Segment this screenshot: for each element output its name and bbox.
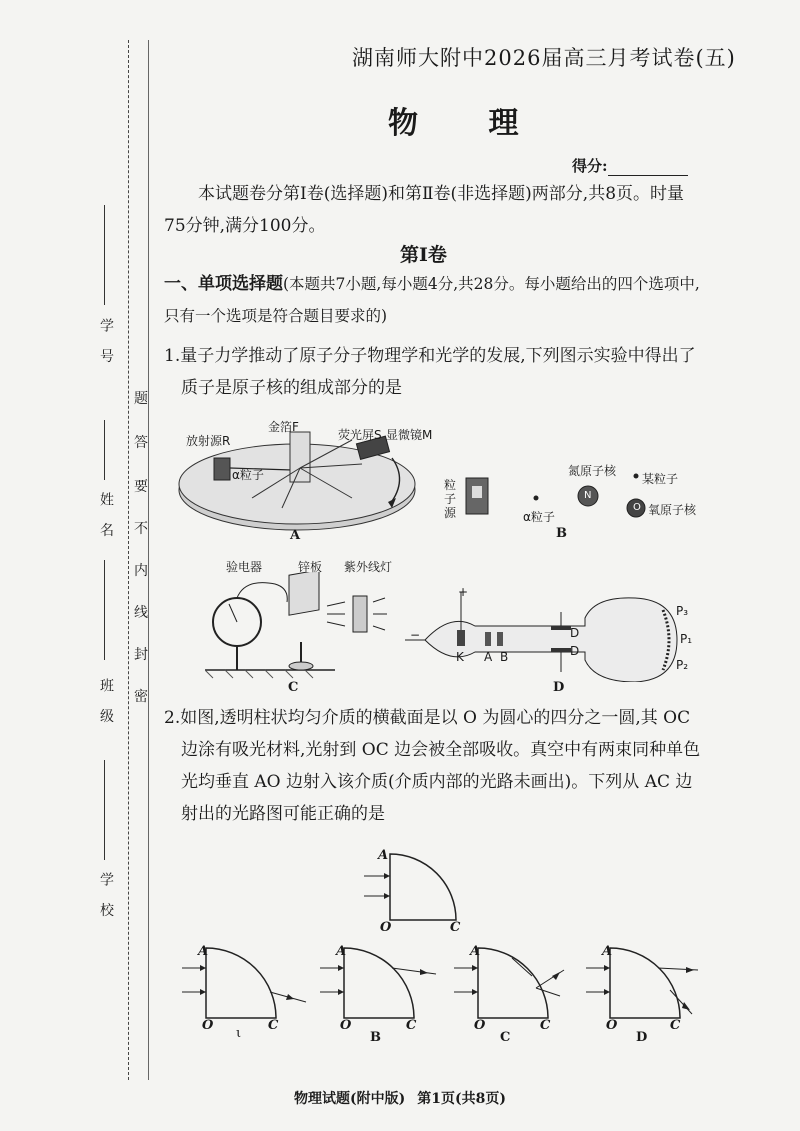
question-2 <box>164 702 704 830</box>
fig-a-alpha-label: α粒子 <box>232 468 264 482</box>
q2-main-o: O <box>380 920 392 935</box>
question-1 <box>164 340 704 404</box>
q2-d-pt-o: O <box>606 1018 618 1033</box>
fig-c-zinc-label: 锌板 <box>298 560 323 574</box>
fig-a-source-label: 放射源R <box>186 434 231 448</box>
fig-b-n-symbol: N <box>584 490 592 501</box>
subject-title: 物 理 <box>388 106 549 141</box>
school-blank <box>104 760 105 860</box>
school-label: 学 校 <box>98 872 114 923</box>
intro-text: 本试题卷分第Ⅰ卷(选择题)和第Ⅱ卷(非选择题)两部分,共8页。时量75分钟,满分100分。 <box>164 184 685 236</box>
q2-c-pt-c: C <box>540 1018 551 1033</box>
seal-char: 答 <box>134 435 148 451</box>
fig-c-uv-label: 紫外线灯 <box>344 560 393 574</box>
section-heading <box>164 268 704 332</box>
q2-option-d-label: D <box>636 1030 648 1045</box>
name-label: 姓 名 <box>98 492 114 543</box>
q2-d-pt-c: C <box>670 1018 681 1033</box>
q2-a-pt-o: O <box>202 1018 214 1033</box>
page-footer <box>0 1088 800 1108</box>
volume-title: 第Ⅰ卷 <box>400 244 447 266</box>
q2-main-a: A <box>378 848 389 863</box>
fig-a-microscope-label: 显微镜M <box>386 428 433 442</box>
score-label: 得分: <box>572 157 608 175</box>
id-label: 学 号 <box>98 318 114 369</box>
score-blank[interactable] <box>608 161 688 176</box>
q2-c-pt-o: O <box>474 1018 486 1033</box>
section-desc: (本题共7小题,每小题4分,共28分。每小题给出的四个选项中,只有一个选项是符合题目要求的) <box>164 275 700 325</box>
fig-a-screen-label: 荧光屏S <box>338 428 382 442</box>
footer-page: 第1页(共8页) <box>417 1091 506 1107</box>
seal-char: 要 <box>134 479 148 495</box>
question-1-line1: 1.量子力学推动了原子分子物理学和光学的发展,下列图示实验中得出了 <box>164 346 696 366</box>
fig-d-plus: + <box>458 585 469 599</box>
section-title: 一、单项选择题 <box>164 274 283 294</box>
seal-char: 线 <box>134 605 148 621</box>
fig-a-foil-label: 金箔F <box>268 420 299 434</box>
class-label: 班 级 <box>98 678 114 729</box>
fig-d-minus: − <box>410 628 421 642</box>
figure-d-cathode-ray <box>405 582 705 682</box>
fig-d-p1-label: P₁ <box>680 632 693 646</box>
exam-title: 湖南师大附中2026届高三月考试卷(五) <box>352 46 736 70</box>
seal-char: 题 <box>134 391 148 407</box>
question-2-line2: 边涂有吸光材料,光射到 OC 边会被全部吸收。真空中有两束同种单色 <box>181 740 701 760</box>
fig-d-k-label: K <box>456 650 464 664</box>
seal-char: 密 <box>134 689 148 705</box>
id-blank <box>104 205 105 305</box>
fig-b-oxygen-label: 氧原子核 <box>648 503 697 517</box>
fig-d-a-label: A <box>484 650 493 664</box>
fig-b-o-symbol: O <box>633 502 641 513</box>
seal-char: 不 <box>134 521 148 537</box>
fig-c-electroscope-label: 验电器 <box>226 560 263 574</box>
seal-char: 封 <box>134 647 148 663</box>
fig-d-p3-label: P₃ <box>676 604 689 618</box>
fig-c-label: C <box>288 680 299 695</box>
question-2-line1: 2.如图,透明柱状均匀介质的横截面是以 O 为圆心的四分之一圆,其 OC <box>164 708 691 728</box>
score-field <box>572 155 688 176</box>
footer-title: 物理试题(附中版) <box>294 1091 406 1107</box>
fig-b-source-label: 粒 子 源 <box>444 478 457 520</box>
question-1-line2: 质子是原子核的组成部分的是 <box>181 378 402 398</box>
q2-option-b-label: B <box>370 1030 381 1045</box>
class-blank <box>104 560 105 660</box>
fig-b-nitrogen-label: 氮原子核 <box>568 464 617 478</box>
q2-c-pt-a: A <box>470 944 481 959</box>
seal-char: 内 <box>134 563 148 579</box>
name-blank <box>104 420 105 480</box>
fig-d-d1-label: D <box>570 626 580 640</box>
binding-dashed-line <box>128 40 129 1080</box>
binding-solid-line <box>148 40 149 1080</box>
q2-a-stray-mark: ι <box>236 1026 242 1041</box>
q2-b-pt-c: C <box>406 1018 417 1033</box>
fig-b-particle-label: 某粒子 <box>642 472 679 486</box>
fig-d-d2-label: D <box>570 644 580 658</box>
question-2-line3: 光均垂直 AO 边射入该介质(介质内部的光路未画出)。下列从 AC 边 <box>181 772 693 792</box>
q2-b-pt-o: O <box>340 1018 352 1033</box>
q2-a-pt-c: C <box>268 1018 279 1033</box>
fig-d-p2-label: P₂ <box>676 658 689 672</box>
question-2-line4: 射出的光路图可能正确的是 <box>181 804 385 824</box>
q2-main-c: C <box>450 920 461 935</box>
figure-c-photoelectric <box>205 572 405 682</box>
q2-a-pt-a: A <box>198 944 209 959</box>
q2-option-c-label: C <box>500 1030 511 1045</box>
q2-b-pt-a: A <box>336 944 347 959</box>
fig-d-b-label: B <box>500 650 509 664</box>
q2-d-pt-a: A <box>602 944 613 959</box>
fig-d-label: D <box>553 680 565 695</box>
fig-a-label: A <box>290 528 301 543</box>
fig-b-label: B <box>556 526 567 541</box>
fig-b-alpha-label: α粒子 <box>523 510 555 524</box>
